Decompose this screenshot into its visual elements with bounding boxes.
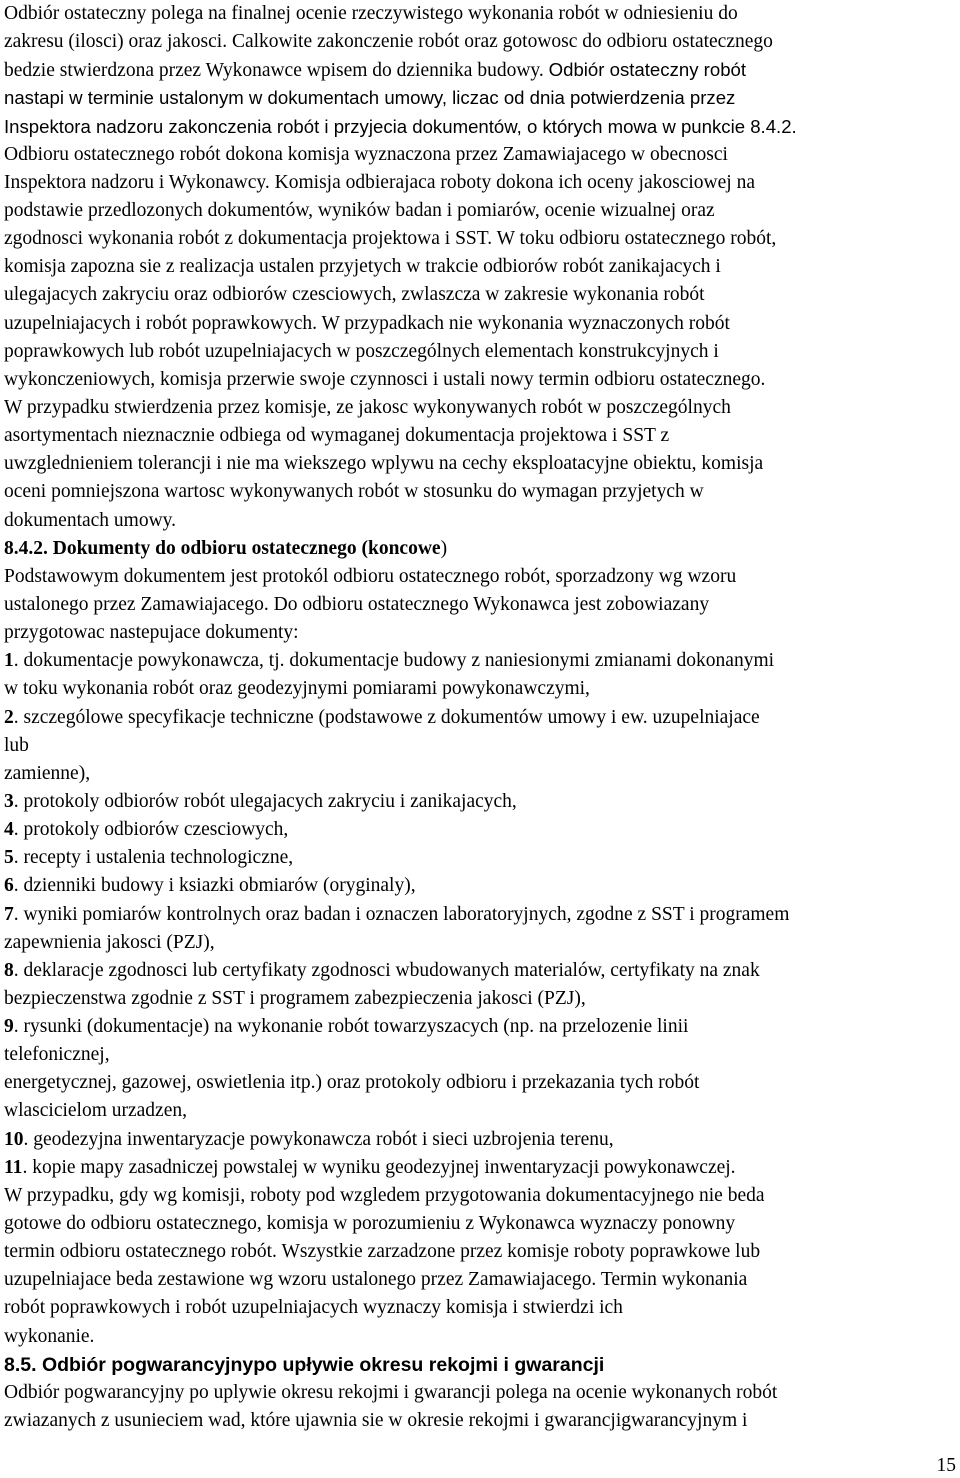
text-segment: 1 <box>4 650 14 672</box>
text-segment: 8 <box>4 959 14 981</box>
text-line <box>4 338 956 366</box>
text-segment: uwzglednieniem tolerancji i nie ma wiekszego wplywu na cechy eksploatacyjne obiektu, komisja <box>4 453 764 475</box>
text-segment: . protokoly odbiorów czesciowych, <box>13 819 289 841</box>
text-segment: wlascicielom urzadzen, <box>4 1100 187 1122</box>
text-segment: telefonicznej, <box>4 1044 110 1066</box>
text-segment: . geodezyjna inwentaryzacje powykonawcza robót i sieci uzbrojenia terenu, <box>23 1128 614 1150</box>
text-segment: zgodnosci wykonania robót z dokumentacja projektowa i SST. W toku odbioru ostatecznego robót, <box>4 228 777 250</box>
text-line <box>4 788 956 816</box>
text-line <box>4 1238 956 1266</box>
text-line <box>4 113 956 141</box>
text-line <box>4 816 956 844</box>
document-page <box>4 0 956 1435</box>
text-line <box>4 1407 956 1435</box>
text-segment: bedzie stwierdzona przez Wykonawce wpisem do dziennika budowy. <box>4 60 549 82</box>
text-segment: 3 <box>4 790 14 812</box>
text-segment: 10 <box>4 1128 24 1150</box>
text-segment: oceni pomniejszona wartosc wykonywanych robót w stosunku do wymagan przyjetych w <box>4 481 704 503</box>
text-line <box>4 957 956 985</box>
text-line <box>4 1266 956 1294</box>
text-segment: podstawie przedlozonych dokumentów, wyników badan i pomiarów, ocenie wizualnej oraz <box>4 199 715 221</box>
text-segment: ustalonego przez Zamawiajacego. Do odbioru ostatecznego Wykonawca jest zobowiazany <box>4 593 710 615</box>
text-line <box>4 394 956 422</box>
text-line <box>4 366 956 394</box>
text-segment: Inspektora nadzoru i Wykonawcy. <box>4 171 275 193</box>
text-line <box>4 1351 956 1379</box>
text-line <box>4 535 956 563</box>
text-segment: komisja zapozna sie z realizacja ustalen przyjetych w trakcie odbiorów robót zanikajacych i <box>4 256 721 278</box>
text-segment: 8.4.2. Dokumenty do odbioru ostatecznego (koncowe <box>4 537 441 559</box>
text-line <box>4 507 956 535</box>
text-line <box>4 1294 956 1322</box>
text-segment: . wyniki pomiarów kontrolnych oraz badan i oznaczen laboratoryjnych, zgodne z SST i programem <box>13 903 790 925</box>
text-segment: nastapi w terminie ustalonym w dokumentach umowy, liczac od dnia potwierdzenia przez <box>4 87 736 109</box>
text-line <box>4 1097 956 1125</box>
text-line <box>4 619 956 647</box>
text-line <box>4 141 956 169</box>
text-segment: . szczególowe specyfikacje techniczne (podstawowe z dokumentów umowy i ew. uzupelniajace <box>13 706 760 728</box>
text-segment: 8.5. Odbiór pogwarancyjnypo upływie okresu rekojmi i gwarancji <box>4 1353 605 1376</box>
text-segment: zwiazanych z usunieciem wad, które ujawnia sie w okresie rekojmi i gwarancjigwarancyjnym i <box>4 1410 748 1432</box>
text-line <box>4 1041 956 1069</box>
text-line <box>4 1379 956 1407</box>
text-line <box>4 647 956 675</box>
text-segment: . dokumentacje powykonawcza, tj. dokumentacje budowy z naniesionymi zmianami dokonanymi <box>13 650 775 672</box>
text-line <box>4 704 956 732</box>
text-segment: wykonczeniowych, komisja przerwie swoje czynnosci i ustali nowy termin odbioru ostatecznego. <box>4 368 766 390</box>
text-segment: Inspektora nadzoru zakonczenia robót i przyjecia dokumentów, o których mowa w punkcie 8.4.2. <box>4 115 797 137</box>
text-segment: zakresu (ilosci) oraz jakosci. Calkowite zakonczenie robót oraz gotowosc do odbioru ostatecznego <box>4 31 773 53</box>
text-segment: w toku wykonania robót oraz geodezyjnymi pomiarami powykonawczymi, <box>4 678 590 700</box>
text-line <box>4 84 956 112</box>
text-line <box>4 675 956 703</box>
text-line <box>4 901 956 929</box>
text-segment: W przypadku, gdy wg komisji, roboty pod wzgledem przygotowania dokumentacyjnego nie beda <box>4 1184 765 1206</box>
text-line <box>4 985 956 1013</box>
text-segment: lub <box>4 734 29 756</box>
text-line <box>4 422 956 450</box>
text-segment: uzupelniajace beda zestawione wg wzoru ustalonego przez Zamawiajacego. Termin wykonania <box>4 1269 748 1291</box>
text-line <box>4 197 956 225</box>
text-segment: energetycznej, gazowej, oswietlenia itp.) oraz protokoly odbioru i przekazania tych robót <box>4 1072 700 1094</box>
text-line <box>4 1013 956 1041</box>
text-segment: . kopie mapy zasadniczej powstalej w wyniku geodezyjnej inwentaryzacji powykonawczej. <box>22 1156 736 1178</box>
text-line <box>4 591 956 619</box>
page-number: 15 <box>936 1455 956 1476</box>
text-segment: Komisja odbierajaca roboty dokona ich oceny jakosciowej na <box>274 171 755 193</box>
text-line <box>4 1323 956 1351</box>
text-segment: 4 <box>4 819 14 841</box>
text-line <box>4 563 956 591</box>
text-segment: ulegajacych zakryciu oraz odbiorów czesciowych, zwlaszcza w zakresie wykonania robót <box>4 284 705 306</box>
text-segment: Odbiór pogwarancyjny po uplywie okresu rekojmi i gwarancji polega na ocenie wykonanych robót <box>4 1381 778 1403</box>
text-line <box>4 0 956 28</box>
text-line <box>4 478 956 506</box>
text-line <box>4 310 956 338</box>
text-segment: 7 <box>4 903 14 925</box>
text-line <box>4 28 956 56</box>
text-segment: poprawkowych lub robót uzupelniajacych w poszczególnych elementach konstrukcyjnych i <box>4 340 719 362</box>
text-line <box>4 281 956 309</box>
text-segment: ) <box>440 537 448 559</box>
text-line <box>4 450 956 478</box>
text-segment: 9 <box>4 1016 14 1038</box>
text-segment: . rysunki (dokumentacje) na wykonanie robót towarzyszacych (np. na przelozenie linii <box>13 1016 689 1038</box>
text-line <box>4 1069 956 1097</box>
text-segment: . dzienniki budowy i ksiazki obmiarów (oryginaly), <box>13 875 416 897</box>
text-line <box>4 1154 956 1182</box>
text-segment: bezpieczenstwa zgodnie z SST i programem zabezpieczenia jakosci (PZJ), <box>4 987 586 1009</box>
text-line <box>4 929 956 957</box>
text-segment: W przypadku stwierdzenia przez komisje, ze jakosc wykonywanych robót w poszczególnych <box>4 396 731 418</box>
text-segment: przygotowac nastepujace dokumenty: <box>4 622 299 644</box>
text-segment: zamienne), <box>4 762 91 784</box>
text-segment: . deklaracje zgodnosci lub certyfikaty zgodnosci wbudowanych materialów, certyfikaty na znak <box>13 959 760 981</box>
text-segment: wykonanie. <box>4 1325 95 1347</box>
text-segment: . recepty i ustalenia technologiczne, <box>13 847 294 869</box>
text-line <box>4 253 956 281</box>
text-segment: 6 <box>4 875 14 897</box>
text-segment: asortymentach nieznacznie odbiega od wymaganej dokumentacja projektowa i SST z <box>4 425 670 447</box>
text-segment: 11 <box>4 1156 23 1178</box>
text-line <box>4 169 956 197</box>
text-segment: zapewnienia jakosci (PZJ), <box>4 931 215 953</box>
text-line <box>4 1182 956 1210</box>
text-line <box>4 760 956 788</box>
text-line <box>4 56 956 84</box>
text-segment: robót poprawkowych i robót uzupelniajacych wyznaczy komisja i stwierdzi ich <box>4 1297 623 1319</box>
text-segment: gotowe do odbioru ostatecznego, komisja w porozumieniu z Wykonawca wyznaczy ponowny <box>4 1213 736 1235</box>
text-segment: dokumentach umowy. <box>4 509 177 531</box>
text-segment: Podstawowym dokumentem jest protokól odbioru ostatecznego robót, sporzadzony wg wzoru <box>4 565 737 587</box>
text-line <box>4 844 956 872</box>
text-segment: termin odbioru ostatecznego robót. Wszystkie zarzadzone przez komisje roboty poprawkowe lub <box>4 1241 761 1263</box>
text-segment: Odbiór ostateczny robót <box>548 59 747 81</box>
text-segment: uzupelniajacych i robót poprawkowych. W przypadkach nie wykonania wyznaczonych robót <box>4 312 730 334</box>
text-segment: Odbioru ostatecznego robót dokona komisja wyznaczona przez Zamawiajacego w obecnosci <box>4 143 728 165</box>
text-line <box>4 872 956 900</box>
text-line <box>4 1210 956 1238</box>
text-segment: Odbiór ostateczny polega na finalnej ocenie rzeczywistego wykonania robót w odniesieniu do <box>4 3 738 24</box>
text-segment: . protokoly odbiorów robót ulegajacych zakryciu i zanikajacych, <box>13 790 517 812</box>
text-segment: 5 <box>4 847 14 869</box>
text-segment: 2 <box>4 706 14 728</box>
text-line <box>4 732 956 760</box>
text-line <box>4 1126 956 1154</box>
text-line <box>4 225 956 253</box>
